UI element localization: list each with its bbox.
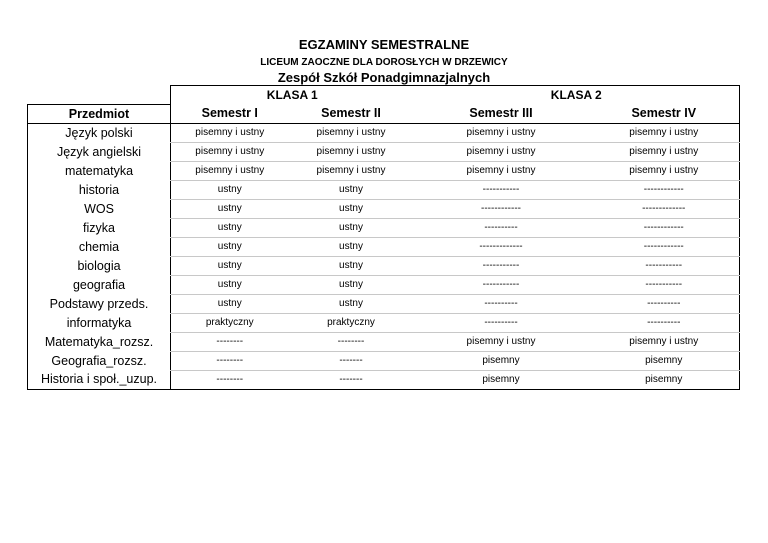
subject-cell: Język angielski xyxy=(28,142,171,161)
subject-cell: biologia xyxy=(28,256,171,275)
exam-type-cell: ------------ xyxy=(589,180,740,199)
semester-2-header: Semestr II xyxy=(289,104,414,123)
exam-type-cell: pisemny i ustny xyxy=(589,123,740,142)
semester-header-row xyxy=(28,104,740,123)
table-row xyxy=(28,237,740,256)
class2-header: KLASA 2 xyxy=(414,86,740,105)
subject-cell: matematyka xyxy=(28,161,171,180)
exam-type-cell: pisemny xyxy=(589,370,740,389)
exam-type-cell: ------------- xyxy=(589,199,740,218)
school-name: Zespół Szkół Ponadgimnazjalnych xyxy=(277,70,491,85)
exam-type-cell: pisemny i ustny xyxy=(414,142,589,161)
table-row xyxy=(28,313,740,332)
exam-type-cell: ustny xyxy=(171,218,289,237)
class1-header: KLASA 1 xyxy=(171,86,414,105)
exam-type-cell: ----------- xyxy=(414,275,589,294)
exam-type-cell: ------------ xyxy=(589,218,740,237)
exam-type-cell: ustny xyxy=(171,256,289,275)
exam-type-cell: ----------- xyxy=(589,256,740,275)
subject-cell: chemia xyxy=(28,237,171,256)
table-row xyxy=(28,275,740,294)
table-row xyxy=(28,161,740,180)
subject-cell: geografia xyxy=(28,275,171,294)
table-row xyxy=(28,256,740,275)
exam-type-cell: pisemny i ustny xyxy=(289,161,414,180)
exam-type-cell: ------- xyxy=(289,351,414,370)
exam-type-cell: -------- xyxy=(171,351,289,370)
subject-cell: Podstawy przeds. xyxy=(28,294,171,313)
subject-cell: informatyka xyxy=(28,313,171,332)
exam-type-cell: ----------- xyxy=(414,180,589,199)
subject-cell: WOS xyxy=(28,199,171,218)
exam-type-cell: ustny xyxy=(289,199,414,218)
table-row xyxy=(28,332,740,351)
subject-cell: fizyka xyxy=(28,218,171,237)
table-row xyxy=(28,142,740,161)
exam-type-cell: praktyczny xyxy=(171,313,289,332)
table-row xyxy=(28,199,740,218)
exam-type-cell: ------------ xyxy=(414,199,589,218)
exam-type-cell: ustny xyxy=(171,180,289,199)
subject-cell: Geografia_rozsz. xyxy=(28,351,171,370)
subject-cell: Historia i społ._uzup. xyxy=(28,370,171,389)
exam-type-cell: -------- xyxy=(289,332,414,351)
exam-type-cell: pisemny i ustny xyxy=(289,142,414,161)
exam-type-cell: ---------- xyxy=(589,294,740,313)
exam-table xyxy=(27,85,740,390)
subject-column-header: Przedmiot xyxy=(28,104,171,123)
semester-1-header: Semestr I xyxy=(171,104,289,123)
exam-type-cell: ustny xyxy=(289,180,414,199)
semester-4-header: Semestr IV xyxy=(589,104,740,123)
exam-type-cell: pisemny i ustny xyxy=(414,123,589,142)
exam-type-cell: pisemny i ustny xyxy=(171,161,289,180)
subject-cell: Język polski xyxy=(28,123,171,142)
document-subtitle: LICEUM ZAOCZNE DLA DOROSŁYCH W DRZEWICY xyxy=(260,57,508,68)
class-header-row xyxy=(28,86,740,105)
exam-type-cell: ustny xyxy=(171,237,289,256)
semester-3-header: Semestr III xyxy=(414,104,589,123)
exam-type-cell: ustny xyxy=(171,275,289,294)
exam-type-cell: pisemny i ustny xyxy=(589,142,740,161)
document-title: EGZAMINY SEMESTRALNE xyxy=(298,37,470,52)
exam-type-cell: ---------- xyxy=(414,313,589,332)
exam-type-cell: pisemny i ustny xyxy=(589,332,740,351)
exam-type-cell: pisemny i ustny xyxy=(589,161,740,180)
table-row xyxy=(28,370,740,389)
exam-type-cell: ----------- xyxy=(414,256,589,275)
subject-cell: Matematyka_rozsz. xyxy=(28,332,171,351)
exam-type-cell: ustny xyxy=(289,294,414,313)
exam-type-cell: ustny xyxy=(171,294,289,313)
exam-type-cell: pisemny i ustny xyxy=(414,332,589,351)
exam-type-cell: ustny xyxy=(171,199,289,218)
exam-type-cell: pisemny xyxy=(589,351,740,370)
exam-type-cell: praktyczny xyxy=(289,313,414,332)
table-row xyxy=(28,123,740,142)
exam-type-cell: pisemny i ustny xyxy=(171,123,289,142)
empty-corner-cell xyxy=(28,86,171,105)
table-row xyxy=(28,294,740,313)
table-row xyxy=(28,180,740,199)
exam-type-cell: pisemny i ustny xyxy=(171,142,289,161)
exam-type-cell: ------------- xyxy=(414,237,589,256)
exam-type-cell: ---------- xyxy=(589,313,740,332)
exam-type-cell: pisemny i ustny xyxy=(289,123,414,142)
exam-type-cell: pisemny xyxy=(414,370,589,389)
exam-type-cell: ustny xyxy=(289,275,414,294)
exam-type-cell: ------- xyxy=(289,370,414,389)
exam-type-cell: ----------- xyxy=(589,275,740,294)
exam-type-cell: pisemny i ustny xyxy=(414,161,589,180)
exam-type-cell: ---------- xyxy=(414,294,589,313)
subject-cell: historia xyxy=(28,180,171,199)
exam-table-body xyxy=(28,86,740,390)
exam-type-cell: ustny xyxy=(289,237,414,256)
exam-type-cell: ustny xyxy=(289,218,414,237)
table-row xyxy=(28,218,740,237)
exam-type-cell: ------------ xyxy=(589,237,740,256)
table-row xyxy=(28,351,740,370)
exam-type-cell: ---------- xyxy=(414,218,589,237)
exam-type-cell: ustny xyxy=(289,256,414,275)
exam-type-cell: pisemny xyxy=(414,351,589,370)
exam-type-cell: -------- xyxy=(171,370,289,389)
exam-type-cell: -------- xyxy=(171,332,289,351)
